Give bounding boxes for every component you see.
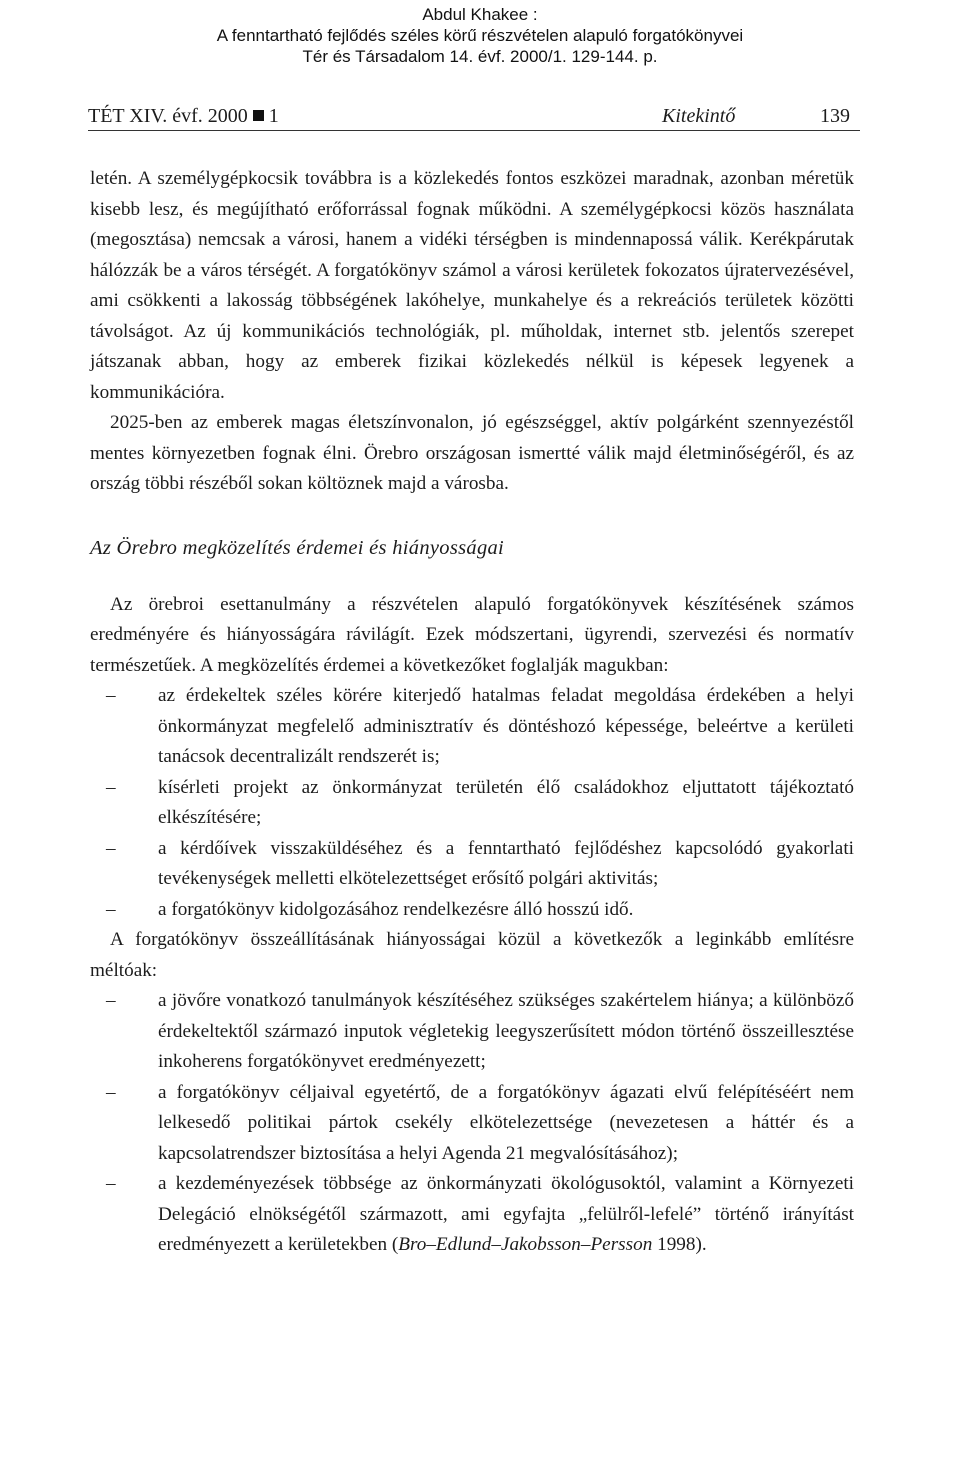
citation-year: 1998). (652, 1234, 707, 1255)
list-item (90, 986, 854, 1078)
list-item (90, 773, 854, 834)
running-header (88, 102, 860, 131)
citation-authors: Bro–Edlund–Jakobsson–Persson (398, 1234, 653, 1255)
dash-bullet: – (106, 990, 116, 1011)
paragraph-4: A forgatókönyv összeállításának hiányosságai közül a következők a leginkább említésre méltóak: (90, 929, 854, 981)
list-item-text: kísérleti projekt az önkormányzat területén élő családokhoz eljuttatott tájékoztató elkészítésére; (158, 776, 854, 828)
list-item (90, 834, 854, 895)
section-heading: Az Örebro megközelítés érdemei és hiányosságai (90, 536, 505, 559)
list-item-text: a kezdeményezések többsége az önkormányzati ökológusoktól, valamint a Környezeti Delegáció elnökségétől származott, ami egyfajta „felülről-lefelé” történő irányítást eredményezett a kerületekben ( (158, 1173, 854, 1255)
citation-author: Abdul Khakee : (422, 5, 538, 24)
dash-bullet: – (106, 776, 116, 798)
list-item-text: a kérdőívek visszaküldéséhez és a fenntartható fejlődéshez kapcsolódó gyakorlati tevékenységek melletti elkötelezettséget erősítő polgári aktivitás; (158, 837, 854, 889)
paragraph-2: 2025-ben az emberek magas életszínvonalon, jó egészséggel, aktív polgárként szennyezéstől mentes környezetben fognak élni. Örebro országosan ismertté válik majd életminőségéről, és az ország többi részéből sokan költöznek majd a városba. (90, 412, 854, 494)
issue-number: 1 (268, 105, 279, 127)
paragraph-3: Az örebroi esettanulmány a részvételen alapuló forgatókönyvek készítésének számos eredményére és hiányosságára rávilágít. Ezek módszertani, ügyrendi, szervezési és normatív természetűek. A megközelítés érdemei a következőket foglalják magukban: (90, 593, 854, 676)
list-item (90, 1169, 854, 1261)
journal-info (88, 102, 279, 130)
square-bullet-icon (253, 110, 264, 121)
dash-bullet: – (106, 685, 116, 706)
article-body (90, 164, 854, 1261)
list-item (90, 1078, 854, 1170)
dash-bullet: – (106, 1081, 116, 1103)
dash-bullet: – (106, 898, 116, 920)
journal-name: TÉT XIV. évf. 2000 (88, 105, 248, 127)
dash-bullet: – (106, 1173, 116, 1194)
merits-list (90, 681, 854, 925)
list-item (90, 895, 854, 926)
citation-source: Tér és Társadalom 14. évf. 2000/1. 129-144. p. (302, 47, 658, 66)
shortcomings-list (90, 986, 854, 1261)
paragraph-1: letén. A személygépkocsik továbbra is a közlekedés fontos eszközei maradnak, azonban méretük kisebb lesz, és megújítható erőforrással fognak működni. A személygépkocsi közös használata (megosztása) nemcsak a városi, hanem a vidéki térségben is mindennapossá válik. Kerékpárutak hálózzák be a város térségét. A forgatókönyv számol a városi kerületek fokozatos újratervezésével, ami csökkenti a lakosság többségének lakóhelye, munkahelye és a rekreációs területek közötti távolságot. Az új kommunikációs technológiák, pl. műholdak, internet stb. jelentős szerepet játszanak abban, hogy az emberek fizikai közlekedés nélkül is képesek legyenek a kommunikációra. (90, 168, 854, 403)
list-item (90, 681, 854, 773)
citation-block (0, 4, 960, 67)
dash-bullet: – (106, 837, 116, 859)
list-item-text: az érdekeltek széles körére kiterjedő hatalmas feladat megoldása érdekében a helyi önkormányzat megfelelő adminisztratív és döntéshozó képessége, beleértve a kerületi tanácsok decentralizált rendszerét is; (158, 685, 854, 767)
section-name: Kitekintő (662, 105, 736, 127)
list-item-text: a forgatókönyv céljaival egyetértő, de a forgatókönyv ágazati elvű felépítéséért nem lelkesedő politikai pártok csekély elkötelezettsége (nevezetesen a háttér és a kapcsolatrendszer biztosítása a helyi Agenda 21 megvalósításához); (158, 1081, 854, 1164)
list-item-text: a forgatókönyv kidolgozásához rendelkezésre álló hosszú idő. (158, 898, 634, 920)
list-item-text: a jövőre vonatkozó tanulmányok készítéséhez szükséges szakértelem hiánya; a különböző érdekeltektől származó inputok végletekig leegyszerűsített módon történő összeillesztése inkoherens forgatókönyvet eredményezett; (158, 990, 854, 1072)
page-number: 139 (820, 105, 850, 127)
citation-title: A fenntartható fejlődés széles körű részvételen alapuló forgatókönyvei (216, 26, 744, 45)
